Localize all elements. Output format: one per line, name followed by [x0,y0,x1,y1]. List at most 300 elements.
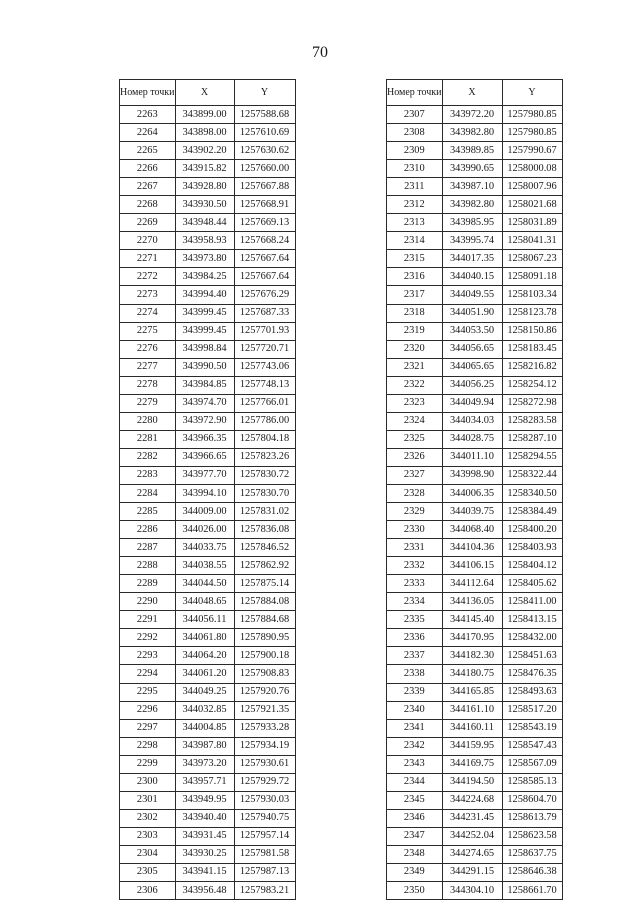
y-coordinate-cell: 1257701.93 [234,322,295,340]
y-coordinate-cell: 1258021.68 [502,196,562,214]
table-row [387,376,563,394]
x-coordinate-cell: 344044.50 [175,575,234,593]
point-number-cell: 2329 [387,503,443,521]
table-row [387,448,563,466]
table-row [387,250,563,268]
table-row [120,557,296,575]
table-row [387,755,563,773]
point-number-cell: 2347 [387,827,443,845]
x-coordinate-cell: 344017.35 [442,250,502,268]
table-row [387,629,563,647]
point-number-cell: 2324 [387,412,443,430]
x-coordinate-cell: 344061.80 [175,629,234,647]
x-coordinate-cell: 344231.45 [442,809,502,827]
table-row [387,647,563,665]
table-row [387,575,563,593]
table-row [387,521,563,539]
y-coordinate-cell: 1258123.78 [502,304,562,322]
point-number-cell: 2331 [387,539,443,557]
x-coordinate-cell: 344161.10 [442,701,502,719]
table-row [120,376,296,394]
x-coordinate-cell: 344048.65 [175,593,234,611]
y-coordinate-cell: 1257687.33 [234,304,295,322]
point-number-cell: 2345 [387,791,443,809]
x-coordinate-cell: 343987.10 [442,178,502,196]
x-coordinate-cell: 344068.40 [442,521,502,539]
point-number-cell: 2298 [120,737,176,755]
x-coordinate-cell: 344182.30 [442,647,502,665]
table-row [387,160,563,178]
point-number-cell: 2338 [387,665,443,683]
table-row [387,232,563,250]
y-coordinate-cell: 1258646.38 [502,863,562,881]
x-coordinate-cell: 344028.75 [442,430,502,448]
point-number-cell: 2293 [120,647,176,665]
point-number-cell: 2312 [387,196,443,214]
x-coordinate-cell: 343987.80 [175,737,234,755]
point-number-cell: 2274 [120,304,176,322]
point-number-cell: 2267 [120,178,176,196]
x-coordinate-cell: 343998.90 [442,466,502,484]
y-coordinate-cell: 1257875.14 [234,575,295,593]
y-coordinate-cell: 1257766.01 [234,394,295,412]
point-number-cell: 2264 [120,124,176,142]
y-coordinate-cell: 1257983.21 [234,882,295,900]
y-coordinate-cell: 1257720.71 [234,340,295,358]
point-number-cell: 2325 [387,430,443,448]
x-coordinate-cell: 344011.10 [442,448,502,466]
table-row [387,611,563,629]
x-coordinate-cell: 343990.50 [175,358,234,376]
x-coordinate-cell: 343994.40 [175,286,234,304]
point-number-cell: 2296 [120,701,176,719]
point-number-cell: 2265 [120,142,176,160]
point-number-cell: 2290 [120,593,176,611]
y-coordinate-cell: 1258000.08 [502,160,562,178]
x-coordinate-cell: 343941.15 [175,863,234,881]
point-number-cell: 2330 [387,521,443,539]
x-coordinate-cell: 343999.45 [175,322,234,340]
x-coordinate-cell: 343948.44 [175,214,234,232]
x-coordinate-cell: 344049.55 [442,286,502,304]
x-coordinate-cell: 344106.15 [442,557,502,575]
table-row [387,863,563,881]
x-coordinate-cell: 344194.50 [442,773,502,791]
point-number-cell: 2348 [387,845,443,863]
x-coordinate-cell: 343966.65 [175,448,234,466]
y-coordinate-cell: 1257630.62 [234,142,295,160]
table-row [120,250,296,268]
x-coordinate-cell: 344252.04 [442,827,502,845]
header-x: X [442,80,502,106]
table-row [120,611,296,629]
y-coordinate-cell: 1257588.68 [234,106,295,124]
point-number-cell: 2306 [120,882,176,900]
table-row [120,286,296,304]
point-number-cell: 2270 [120,232,176,250]
header-x: X [175,80,234,106]
x-coordinate-cell: 343973.80 [175,250,234,268]
table-row [387,683,563,701]
point-number-cell: 2284 [120,484,176,502]
point-number-cell: 2301 [120,791,176,809]
table-row [387,791,563,809]
y-coordinate-cell: 1258272.98 [502,394,562,412]
y-coordinate-cell: 1257940.75 [234,809,295,827]
point-number-cell: 2327 [387,466,443,484]
table-row [387,268,563,286]
header-point-number: Номер точки [387,80,443,106]
point-number-cell: 2341 [387,719,443,737]
x-coordinate-cell: 344051.90 [442,304,502,322]
table-row [120,827,296,845]
table-row [120,809,296,827]
point-number-cell: 2286 [120,521,176,539]
table-row [120,503,296,521]
x-coordinate-cell: 343972.20 [442,106,502,124]
y-coordinate-cell: 1257748.13 [234,376,295,394]
table-row [120,701,296,719]
table-row [120,719,296,737]
point-number-cell: 2285 [120,503,176,521]
x-coordinate-cell: 343989.85 [442,142,502,160]
y-coordinate-cell: 1257884.68 [234,611,295,629]
point-number-cell: 2268 [120,196,176,214]
x-coordinate-cell: 344009.00 [175,503,234,521]
x-coordinate-cell: 343940.40 [175,809,234,827]
table-row [387,827,563,845]
y-coordinate-cell: 1258283.58 [502,412,562,430]
table-row [120,232,296,250]
point-number-cell: 2335 [387,611,443,629]
table-row [387,737,563,755]
point-number-cell: 2314 [387,232,443,250]
y-coordinate-cell: 1257743.06 [234,358,295,376]
x-coordinate-cell: 344145.40 [442,611,502,629]
point-number-cell: 2308 [387,124,443,142]
point-number-cell: 2280 [120,412,176,430]
y-coordinate-cell: 1257667.64 [234,268,295,286]
table-row [120,665,296,683]
y-coordinate-cell: 1257668.24 [234,232,295,250]
x-coordinate-cell: 343998.84 [175,340,234,358]
x-coordinate-cell: 344170.95 [442,629,502,647]
y-coordinate-cell: 1258547.43 [502,737,562,755]
x-coordinate-cell: 344053.50 [442,322,502,340]
point-number-cell: 2275 [120,322,176,340]
table-row [120,575,296,593]
point-number-cell: 2316 [387,268,443,286]
table-row [120,521,296,539]
point-number-cell: 2289 [120,575,176,593]
x-coordinate-cell: 343899.00 [175,106,234,124]
point-number-cell: 2322 [387,376,443,394]
x-coordinate-cell: 344026.00 [175,521,234,539]
y-coordinate-cell: 1258493.63 [502,683,562,701]
point-number-cell: 2307 [387,106,443,124]
y-coordinate-cell: 1258661.70 [502,882,562,900]
point-number-cell: 2304 [120,845,176,863]
point-number-cell: 2333 [387,575,443,593]
table-row [387,503,563,521]
x-coordinate-cell: 344056.65 [442,340,502,358]
y-coordinate-cell: 1257930.03 [234,791,295,809]
y-coordinate-cell: 1257804.18 [234,430,295,448]
point-number-cell: 2326 [387,448,443,466]
y-coordinate-cell: 1257930.61 [234,755,295,773]
point-number-cell: 2276 [120,340,176,358]
point-number-cell: 2295 [120,683,176,701]
table-row [120,773,296,791]
x-coordinate-cell: 343957.71 [175,773,234,791]
table-row [120,340,296,358]
table-row [387,557,563,575]
x-coordinate-cell: 344136.05 [442,593,502,611]
point-number-cell: 2343 [387,755,443,773]
y-coordinate-cell: 1257668.91 [234,196,295,214]
point-number-cell: 2332 [387,557,443,575]
x-coordinate-cell: 343956.48 [175,882,234,900]
x-coordinate-cell: 344039.75 [442,503,502,521]
point-number-cell: 2344 [387,773,443,791]
point-number-cell: 2342 [387,737,443,755]
point-number-cell: 2303 [120,827,176,845]
point-number-cell: 2309 [387,142,443,160]
x-coordinate-cell: 343990.65 [442,160,502,178]
y-coordinate-cell: 1257981.58 [234,845,295,863]
point-number-cell: 2311 [387,178,443,196]
point-number-cell: 2318 [387,304,443,322]
point-number-cell: 2294 [120,665,176,683]
table-row [120,196,296,214]
point-number-cell: 2283 [120,466,176,484]
y-coordinate-cell: 1258400.20 [502,521,562,539]
y-coordinate-cell: 1258476.35 [502,665,562,683]
table-header-row [387,80,563,106]
x-coordinate-cell: 343930.25 [175,845,234,863]
point-number-cell: 2291 [120,611,176,629]
point-number-cell: 2328 [387,484,443,502]
y-coordinate-cell: 1258007.96 [502,178,562,196]
table-row [120,882,296,900]
x-coordinate-cell: 343999.45 [175,304,234,322]
x-coordinate-cell: 344032.85 [175,701,234,719]
y-coordinate-cell: 1258567.09 [502,755,562,773]
y-coordinate-cell: 1257890.95 [234,629,295,647]
y-coordinate-cell: 1258623.58 [502,827,562,845]
point-number-cell: 2305 [120,863,176,881]
y-coordinate-cell: 1257676.29 [234,286,295,304]
x-coordinate-cell: 344224.68 [442,791,502,809]
x-coordinate-cell: 343898.00 [175,124,234,142]
y-coordinate-cell: 1257990.67 [502,142,562,160]
point-number-cell: 2310 [387,160,443,178]
x-coordinate-cell: 344006.35 [442,484,502,502]
y-coordinate-cell: 1258432.00 [502,629,562,647]
y-coordinate-cell: 1257908.83 [234,665,295,683]
coordinates-table-left [119,79,296,900]
y-coordinate-cell: 1258405.62 [502,575,562,593]
x-coordinate-cell: 343930.50 [175,196,234,214]
point-number-cell: 2287 [120,539,176,557]
x-coordinate-cell: 344165.85 [442,683,502,701]
point-number-cell: 2279 [120,394,176,412]
x-coordinate-cell: 343982.80 [442,196,502,214]
x-coordinate-cell: 343915.82 [175,160,234,178]
x-coordinate-cell: 344065.65 [442,358,502,376]
table-row [120,539,296,557]
point-number-cell: 2278 [120,376,176,394]
point-number-cell: 2334 [387,593,443,611]
x-coordinate-cell: 343958.93 [175,232,234,250]
header-point-number: Номер точки [120,80,176,106]
table-row [387,358,563,376]
point-number-cell: 2266 [120,160,176,178]
y-coordinate-cell: 1258150.86 [502,322,562,340]
y-coordinate-cell: 1258404.12 [502,557,562,575]
point-number-cell: 2339 [387,683,443,701]
table-row [120,304,296,322]
y-coordinate-cell: 1258091.18 [502,268,562,286]
table-row [387,539,563,557]
point-number-cell: 2320 [387,340,443,358]
x-coordinate-cell: 344040.15 [442,268,502,286]
y-coordinate-cell: 1258031.89 [502,214,562,232]
x-coordinate-cell: 344056.11 [175,611,234,629]
point-number-cell: 2315 [387,250,443,268]
table-row [387,773,563,791]
x-coordinate-cell: 344004.85 [175,719,234,737]
x-coordinate-cell: 343985.95 [442,214,502,232]
point-number-cell: 2313 [387,214,443,232]
x-coordinate-cell: 344049.94 [442,394,502,412]
table-row [387,124,563,142]
y-coordinate-cell: 1257929.72 [234,773,295,791]
point-number-cell: 2337 [387,647,443,665]
y-coordinate-cell: 1257957.14 [234,827,295,845]
table-row [387,809,563,827]
header-y: Y [502,80,562,106]
x-coordinate-cell: 343977.70 [175,466,234,484]
point-number-cell: 2263 [120,106,176,124]
point-number-cell: 2317 [387,286,443,304]
y-coordinate-cell: 1258041.31 [502,232,562,250]
x-coordinate-cell: 343994.10 [175,484,234,502]
y-coordinate-cell: 1257980.85 [502,124,562,142]
y-coordinate-cell: 1257920.76 [234,683,295,701]
table-row [387,719,563,737]
table-row [120,322,296,340]
point-number-cell: 2336 [387,629,443,647]
y-coordinate-cell: 1257934.19 [234,737,295,755]
table-row [387,106,563,124]
table-row [387,142,563,160]
table-row [387,484,563,502]
table-row [120,430,296,448]
y-coordinate-cell: 1257836.08 [234,521,295,539]
table-row [387,430,563,448]
point-number-cell: 2273 [120,286,176,304]
table-row [120,160,296,178]
point-number-cell: 2271 [120,250,176,268]
table-row [387,394,563,412]
y-coordinate-cell: 1257823.26 [234,448,295,466]
x-coordinate-cell: 344061.20 [175,665,234,683]
x-coordinate-cell: 343972.90 [175,412,234,430]
table-row [120,629,296,647]
y-coordinate-cell: 1258216.82 [502,358,562,376]
x-coordinate-cell: 344180.75 [442,665,502,683]
table-row [120,412,296,430]
table-row [120,755,296,773]
table-row [120,124,296,142]
x-coordinate-cell: 344049.25 [175,683,234,701]
point-number-cell: 2272 [120,268,176,286]
x-coordinate-cell: 344304.10 [442,882,502,900]
x-coordinate-cell: 344034.03 [442,412,502,430]
x-coordinate-cell: 343966.35 [175,430,234,448]
y-coordinate-cell: 1257610.69 [234,124,295,142]
table-row [387,466,563,484]
y-coordinate-cell: 1258637.75 [502,845,562,863]
table-row [387,214,563,232]
page-number: 70 [312,44,328,61]
point-number-cell: 2340 [387,701,443,719]
y-coordinate-cell: 1258183.45 [502,340,562,358]
table-row [120,593,296,611]
y-coordinate-cell: 1258287.10 [502,430,562,448]
point-number-cell: 2277 [120,358,176,376]
y-coordinate-cell: 1257786.00 [234,412,295,430]
x-coordinate-cell: 344033.75 [175,539,234,557]
table-row [387,304,563,322]
coordinates-table-right [386,79,563,900]
y-coordinate-cell: 1257933.28 [234,719,295,737]
y-coordinate-cell: 1258413.15 [502,611,562,629]
y-coordinate-cell: 1257831.02 [234,503,295,521]
x-coordinate-cell: 344038.55 [175,557,234,575]
point-number-cell: 2300 [120,773,176,791]
y-coordinate-cell: 1257669.13 [234,214,295,232]
y-coordinate-cell: 1257830.70 [234,484,295,502]
x-coordinate-cell: 344104.36 [442,539,502,557]
table-row [120,466,296,484]
x-coordinate-cell: 343931.45 [175,827,234,845]
point-number-cell: 2346 [387,809,443,827]
y-coordinate-cell: 1257667.88 [234,178,295,196]
table-row [120,178,296,196]
table-row [387,412,563,430]
point-number-cell: 2321 [387,358,443,376]
table-row [387,322,563,340]
y-coordinate-cell: 1257846.52 [234,539,295,557]
x-coordinate-cell: 344112.64 [442,575,502,593]
x-coordinate-cell: 344064.20 [175,647,234,665]
table-row [120,268,296,286]
x-coordinate-cell: 343902.20 [175,142,234,160]
point-number-cell: 2281 [120,430,176,448]
point-number-cell: 2282 [120,448,176,466]
y-coordinate-cell: 1257830.72 [234,466,295,484]
y-coordinate-cell: 1258411.00 [502,593,562,611]
x-coordinate-cell: 343973.20 [175,755,234,773]
y-coordinate-cell: 1258340.50 [502,484,562,502]
point-number-cell: 2299 [120,755,176,773]
table-header-row [120,80,296,106]
table-row [387,593,563,611]
y-coordinate-cell: 1257660.00 [234,160,295,178]
point-number-cell: 2288 [120,557,176,575]
